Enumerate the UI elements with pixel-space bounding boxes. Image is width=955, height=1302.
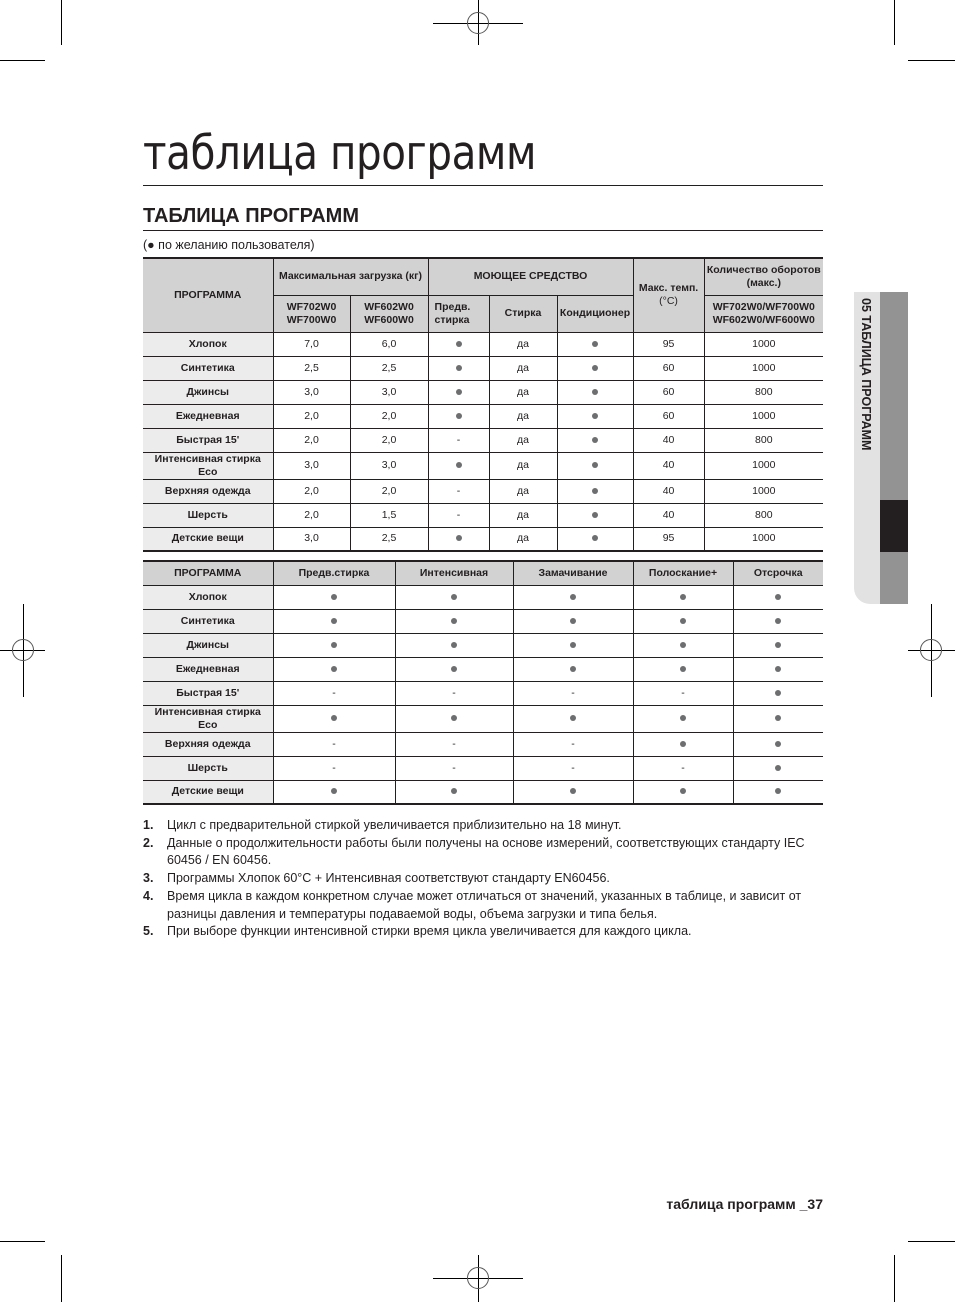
bullet-dot-icon — [451, 594, 457, 600]
header-load-model-b — [350, 295, 428, 332]
cell-softener — [557, 332, 633, 356]
option-cell — [733, 609, 823, 633]
program-name: Детские вещи — [143, 780, 273, 804]
model-label: WF602W0/WF600W0 — [712, 313, 815, 326]
option-cell — [733, 657, 823, 681]
footnote-item — [143, 870, 823, 888]
cell-spin: 1000 — [704, 332, 823, 356]
page-title: таблица программ — [143, 126, 537, 181]
bullet-dot-icon — [456, 413, 462, 419]
program-name: Ежедневная — [143, 657, 273, 681]
header-column: Замачивание — [513, 561, 633, 585]
cell-load-a: 3,0 — [273, 380, 350, 404]
footnote-text: Время цикла в каждом конкретном случае может отличаться от значений, указанных в таблице, и зависит от разницы давления и температуры подаваемой воды, объема загрузки и типа белья. — [167, 888, 802, 921]
program-name: Синтетика — [143, 356, 273, 380]
cell-wash: да — [489, 356, 557, 380]
cell-wash: да — [489, 503, 557, 527]
bullet-dot-icon — [331, 594, 337, 600]
table-row — [143, 428, 823, 452]
option-cell — [733, 633, 823, 657]
footnote-item — [143, 923, 823, 941]
option-cell — [273, 657, 395, 681]
crop-mark — [0, 1241, 45, 1242]
registration-target-icon — [467, 1267, 489, 1289]
program-specs-table — [143, 257, 823, 552]
chapter-tab-active-marker — [880, 500, 908, 552]
bullet-dot-icon — [775, 666, 781, 672]
option-cell — [733, 780, 823, 804]
table-row — [143, 756, 823, 780]
bullet-dot-icon — [456, 365, 462, 371]
bullet-dot-icon — [592, 488, 598, 494]
model-label: WF602W0 — [364, 300, 414, 313]
cell-wash: да — [489, 404, 557, 428]
table-row — [143, 380, 823, 404]
cell-temp: 40 — [633, 479, 704, 503]
option-cell — [733, 756, 823, 780]
cell-load-a: 2,0 — [273, 479, 350, 503]
bullet-dot-icon — [592, 535, 598, 541]
option-cell — [395, 780, 513, 804]
option-cell: - — [395, 681, 513, 705]
cell-prewash — [428, 452, 489, 479]
program-options-table — [143, 560, 823, 805]
table-row — [143, 404, 823, 428]
header-program: ПРОГРАММА — [143, 258, 273, 332]
bullet-dot-icon — [775, 618, 781, 624]
option-cell — [513, 633, 633, 657]
header-prewash — [428, 295, 489, 332]
crop-mark — [908, 1241, 955, 1242]
bullet-dot-icon — [680, 642, 686, 648]
header-detergent: МОЮЩЕЕ СРЕДСТВО — [428, 258, 633, 295]
cell-spin: 1000 — [704, 404, 823, 428]
header-spin-line2: (макс.) — [746, 276, 781, 289]
option-cell: - — [633, 681, 733, 705]
header-column: Интенсивная — [395, 561, 513, 585]
footnote-number: 2. — [143, 835, 154, 850]
cell-prewash — [428, 356, 489, 380]
crop-mark — [894, 1255, 895, 1302]
cell-spin: 1000 — [704, 479, 823, 503]
table-row — [143, 705, 823, 732]
cell-wash: да — [489, 527, 557, 551]
footnotes-list — [143, 817, 823, 941]
bullet-dot-icon — [775, 594, 781, 600]
cell-softener — [557, 428, 633, 452]
header-column: Полоскание+ — [633, 561, 733, 585]
cell-spin: 1000 — [704, 356, 823, 380]
header-max-temp-line2: (°C) — [659, 295, 678, 308]
bullet-dot-icon — [451, 618, 457, 624]
header-max-temp — [633, 258, 704, 332]
table-row — [143, 609, 823, 633]
bullet-dot-icon — [331, 618, 337, 624]
bullet-dot-icon — [680, 741, 686, 747]
model-label: WF700W0 — [286, 313, 337, 326]
bullet-dot-icon — [570, 642, 576, 648]
bullet-dot-icon — [570, 618, 576, 624]
cell-temp: 95 — [633, 527, 704, 551]
program-name: Детские вещи — [143, 527, 273, 551]
cell-load-a: 7,0 — [273, 332, 350, 356]
bullet-dot-icon — [456, 535, 462, 541]
option-cell — [733, 732, 823, 756]
option-cell — [733, 705, 823, 732]
cell-prewash: - — [428, 503, 489, 527]
bullet-dot-icon — [680, 788, 686, 794]
crop-mark — [61, 0, 62, 45]
header-spin-line1: Количество оборотов — [706, 263, 821, 276]
cell-load-b: 2,0 — [350, 428, 428, 452]
option-cell — [513, 657, 633, 681]
option-cell: - — [513, 732, 633, 756]
section-divider — [143, 230, 823, 231]
option-cell — [513, 609, 633, 633]
cell-load-b: 1,5 — [350, 503, 428, 527]
footnote-number: 1. — [143, 818, 154, 832]
cell-temp: 40 — [633, 503, 704, 527]
option-cell — [733, 681, 823, 705]
registration-target-icon — [467, 12, 489, 34]
cell-load-a: 3,0 — [273, 527, 350, 551]
registration-target-icon — [920, 639, 942, 661]
footnote-item — [143, 817, 823, 835]
bullet-dot-icon — [570, 715, 576, 721]
cell-spin: 800 — [704, 380, 823, 404]
header-spin-models — [704, 295, 823, 332]
bullet-dot-icon — [775, 765, 781, 771]
table-row — [143, 657, 823, 681]
footnote-text: Данные о продолжительности работы были получены на основе измерений, соответствующих стандарту IEC 60456 / EN 60456. — [167, 835, 805, 868]
option-cell: - — [273, 732, 395, 756]
bullet-dot-icon — [592, 462, 598, 468]
option-cell — [633, 780, 733, 804]
program-name: Шерсть — [143, 503, 273, 527]
table-row — [143, 332, 823, 356]
option-cell: - — [513, 681, 633, 705]
program-name: Шерсть — [143, 756, 273, 780]
table-row — [143, 356, 823, 380]
cell-spin: 1000 — [704, 527, 823, 551]
bullet-dot-icon — [456, 462, 462, 468]
option-cell — [273, 705, 395, 732]
bullet-dot-icon — [680, 618, 686, 624]
option-cell — [273, 585, 395, 609]
header-max-temp-line1: Макс. темп. — [638, 282, 699, 295]
cell-wash: да — [489, 380, 557, 404]
crop-mark — [0, 60, 45, 61]
table-row — [143, 479, 823, 503]
cell-load-b: 2,0 — [350, 479, 428, 503]
cell-softener — [557, 380, 633, 404]
cell-softener — [557, 503, 633, 527]
chapter-tab-bar — [880, 292, 908, 604]
cell-load-b: 2,5 — [350, 527, 428, 551]
cell-load-a: 2,0 — [273, 428, 350, 452]
cell-spin: 800 — [704, 503, 823, 527]
model-label: WF702W0 — [286, 300, 337, 313]
option-cell: - — [395, 732, 513, 756]
table-row — [143, 681, 823, 705]
cell-temp: 60 — [633, 404, 704, 428]
header-wash: Стирка — [489, 295, 557, 332]
cell-load-b: 6,0 — [350, 332, 428, 356]
cell-temp: 60 — [633, 356, 704, 380]
registration-target-icon — [12, 639, 34, 661]
cell-temp: 40 — [633, 452, 704, 479]
crop-mark — [908, 60, 955, 61]
bullet-dot-icon — [456, 389, 462, 395]
bullet-dot-icon — [331, 642, 337, 648]
option-cell — [513, 705, 633, 732]
program-name: Интенсивная стирка Eco — [143, 452, 273, 479]
footnote-text: При выборе функции интенсивной стирки время цикла увеличивается для каждого цикла. — [167, 924, 692, 939]
bullet-dot-icon — [592, 512, 598, 518]
cell-wash: да — [489, 332, 557, 356]
model-label: WF702W0/WF700W0 — [712, 300, 815, 313]
program-name: Хлопок — [143, 332, 273, 356]
program-name: Верхняя одежда — [143, 479, 273, 503]
bullet-dot-icon — [775, 715, 781, 721]
program-name: Ежедневная — [143, 404, 273, 428]
page-footer: таблица программ _37 — [666, 1196, 823, 1212]
option-cell — [395, 705, 513, 732]
cell-load-a: 2,0 — [273, 503, 350, 527]
cell-prewash — [428, 380, 489, 404]
bullet-dot-icon — [592, 437, 598, 443]
prewash-label: Предв. — [434, 300, 471, 313]
option-cell — [513, 780, 633, 804]
bullet-dot-icon — [451, 642, 457, 648]
bullet-dot-icon — [775, 788, 781, 794]
table-row — [143, 585, 823, 609]
title-divider — [143, 185, 823, 186]
option-cell — [273, 609, 395, 633]
table-row — [143, 780, 823, 804]
chapter-tab-label: 05 ТАБЛИЦА ПРОГРАММ — [859, 298, 873, 451]
cell-load-a: 2,0 — [273, 404, 350, 428]
option-cell — [395, 585, 513, 609]
cell-load-b: 3,0 — [350, 380, 428, 404]
footnote-item — [143, 888, 823, 923]
bullet-dot-icon — [592, 413, 598, 419]
table-row — [143, 527, 823, 551]
cell-prewash — [428, 527, 489, 551]
option-cell — [633, 732, 733, 756]
cell-spin: 800 — [704, 428, 823, 452]
header-column: ПРОГРАММА — [143, 561, 273, 585]
bullet-dot-icon — [775, 642, 781, 648]
bullet-dot-icon — [680, 715, 686, 721]
header-max-load: Максимальная загрузка (кг) — [273, 258, 428, 295]
cell-load-a: 2,5 — [273, 356, 350, 380]
header-softener: Кондиционер — [557, 295, 633, 332]
bullet-dot-icon — [456, 341, 462, 347]
bullet-dot-icon — [592, 389, 598, 395]
cell-wash: да — [489, 479, 557, 503]
option-cell — [633, 657, 733, 681]
option-cell: - — [513, 756, 633, 780]
option-cell: - — [273, 756, 395, 780]
option-cell: - — [633, 756, 733, 780]
cell-softener — [557, 356, 633, 380]
cell-wash: да — [489, 452, 557, 479]
bullet-dot-icon — [775, 741, 781, 747]
section-title: ТАБЛИЦА ПРОГРАММ — [143, 205, 359, 227]
cell-load-b: 3,0 — [350, 452, 428, 479]
bullet-dot-icon — [570, 594, 576, 600]
option-cell — [395, 657, 513, 681]
option-cell — [395, 633, 513, 657]
footnote-item — [143, 835, 823, 870]
header-spin — [704, 258, 823, 295]
model-label: WF600W0 — [364, 313, 414, 326]
option-cell: - — [273, 681, 395, 705]
table-row — [143, 452, 823, 479]
legend-note: (● по желанию пользователя) — [143, 238, 315, 252]
bullet-dot-icon — [331, 788, 337, 794]
bullet-dot-icon — [451, 715, 457, 721]
bullet-dot-icon — [570, 666, 576, 672]
option-cell — [513, 585, 633, 609]
program-name: Джинсы — [143, 633, 273, 657]
footnote-text: Программы Хлопок 60°C + Интенсивная соответствуют стандарту EN60456. — [167, 871, 610, 886]
option-cell — [395, 609, 513, 633]
program-name: Интенсивная стирка Eco — [143, 705, 273, 732]
bullet-dot-icon — [680, 594, 686, 600]
footnote-number: 5. — [143, 924, 154, 939]
cell-load-b: 2,0 — [350, 404, 428, 428]
option-cell — [633, 633, 733, 657]
program-name: Быстрая 15' — [143, 681, 273, 705]
cell-temp: 40 — [633, 428, 704, 452]
cell-temp: 60 — [633, 380, 704, 404]
option-cell — [633, 585, 733, 609]
option-cell — [633, 705, 733, 732]
bullet-dot-icon — [570, 788, 576, 794]
cell-prewash — [428, 404, 489, 428]
cell-prewash: - — [428, 428, 489, 452]
program-name: Джинсы — [143, 380, 273, 404]
cell-prewash: - — [428, 479, 489, 503]
bullet-dot-icon — [331, 715, 337, 721]
bullet-dot-icon — [592, 365, 598, 371]
cell-wash: да — [489, 428, 557, 452]
table-row — [143, 503, 823, 527]
program-name: Хлопок — [143, 585, 273, 609]
bullet-dot-icon — [775, 690, 781, 696]
footnote-number: 3. — [143, 871, 154, 886]
cell-prewash — [428, 332, 489, 356]
header-column: Отсрочка — [733, 561, 823, 585]
program-name: Синтетика — [143, 609, 273, 633]
crop-mark — [894, 0, 895, 45]
header-load-model-a — [273, 295, 350, 332]
option-cell — [273, 780, 395, 804]
cell-temp: 95 — [633, 332, 704, 356]
program-name: Быстрая 15' — [143, 428, 273, 452]
crop-mark — [61, 1255, 62, 1302]
cell-load-a: 3,0 — [273, 452, 350, 479]
footnote-number: 4. — [143, 888, 154, 903]
bullet-dot-icon — [592, 341, 598, 347]
footnote-text: Цикл с предварительной стиркой увеличивается приблизительно на 18 минут. — [167, 818, 622, 832]
cell-spin: 1000 — [704, 452, 823, 479]
cell-softener — [557, 527, 633, 551]
bullet-dot-icon — [451, 788, 457, 794]
table-row — [143, 633, 823, 657]
header-column: Предв.стирка — [273, 561, 395, 585]
bullet-dot-icon — [451, 666, 457, 672]
option-cell: - — [395, 756, 513, 780]
option-cell — [733, 585, 823, 609]
cell-softener — [557, 479, 633, 503]
cell-softener — [557, 452, 633, 479]
option-cell — [633, 609, 733, 633]
cell-softener — [557, 404, 633, 428]
program-name: Верхняя одежда — [143, 732, 273, 756]
prewash-label: стирка — [434, 313, 470, 326]
bullet-dot-icon — [680, 666, 686, 672]
bullet-dot-icon — [331, 666, 337, 672]
cell-load-b: 2,5 — [350, 356, 428, 380]
table-row — [143, 732, 823, 756]
option-cell — [273, 633, 395, 657]
